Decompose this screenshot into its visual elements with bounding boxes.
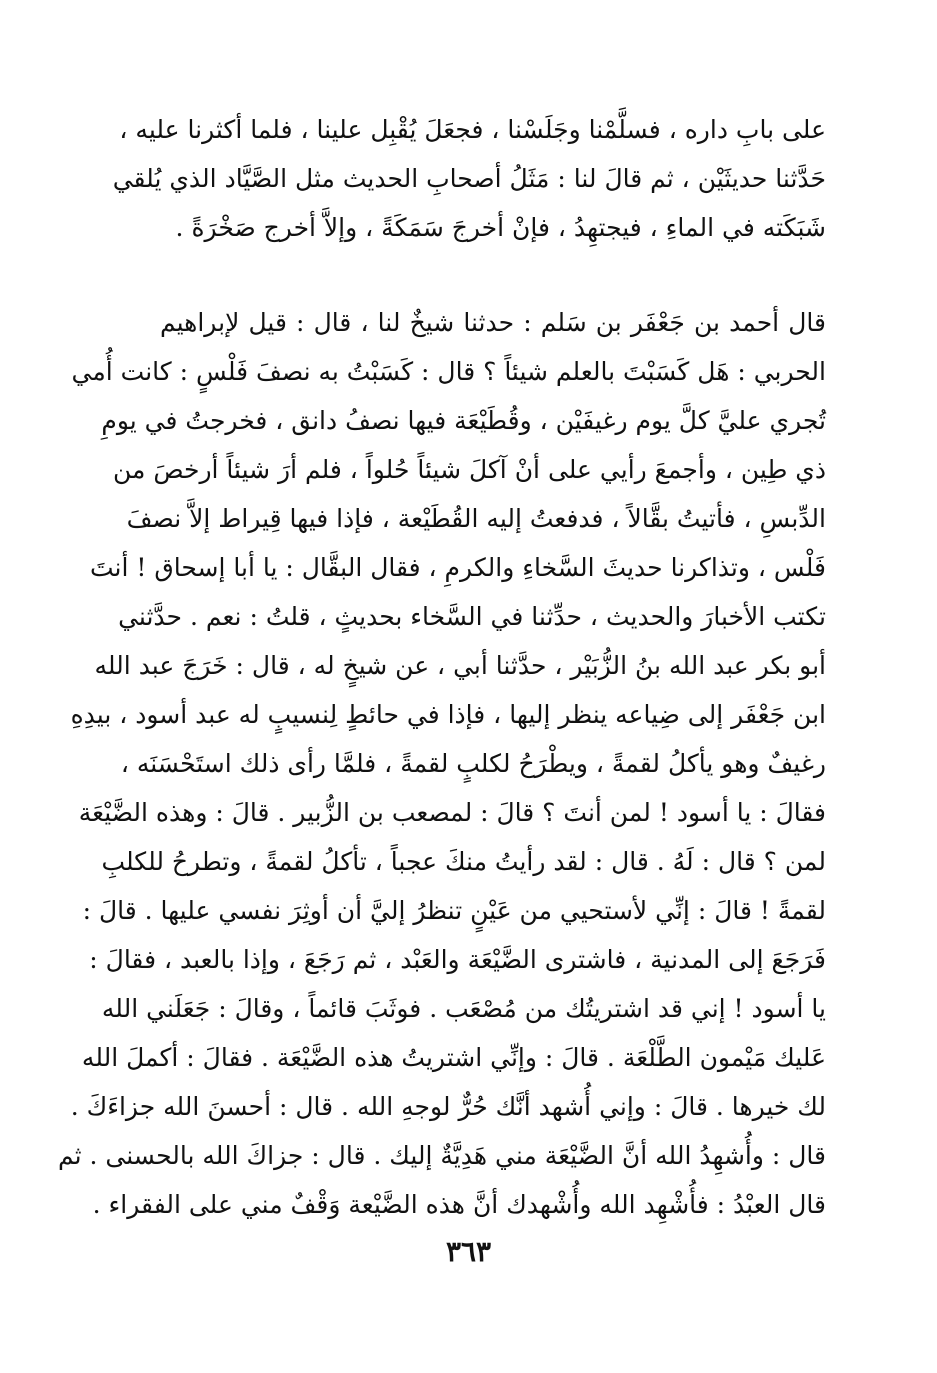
text-line: ابن جَعْفَر إلى ضِياعه ينظر إليها ، فإذا في حائطٍ لِنسيبٍ له عبد أسود ، بيدِهِ [70, 700, 826, 729]
text-line: على بابِ داره ، فسلَّمْنا وجَلَسْنا ، فجعَلَ يُقْبِل علينا ، فلما أكثرنا عليه ، [119, 115, 826, 144]
text-line: يا أسود ! إني قد اشتريتُك من مُصْعَب . فوثَبَ قائماً ، وقالَ : جَعَلَني الله [101, 994, 826, 1023]
text-line: فَرَجَعَ إلى المدنية ، فاشترى الضَّيْعَة والعَبْد ، ثم رَجَعَ ، وإذا بالعبد ، فقالَ : [89, 945, 826, 974]
text-line: قال : وأُشهِدُ الله أنَّ الضَّيْعَة مني هَدِيَّةٌ إليك . قال : جزاكَ الله بالحسنى . ثم [57, 1141, 826, 1170]
text-line: رغيفٌ وهو يأكلُ لقمةً ، ويطْرَحُ لكلبٍ لقمةً ، فلمَّا رأى ذلك استَحْسَنَه ، [120, 749, 826, 778]
text-line: تكتب الأخبارَ والحديث ، حدِّثنا في السَّخاء بحديثٍ ، قلتُ : نعم . حدَّثني [118, 602, 826, 631]
page-number: ٣٦٣ [445, 1235, 492, 1268]
text-line: حَدَّثنا حديثَيْن ، ثم قالَ لنا : مَثَلُ أصحابِ الحديث مثل الصَّيَّاد الذي يُلقي [112, 164, 826, 193]
text-line: شَبَكَته في الماءِ ، فيجتهِدُ ، فإنْ أخرجَ سَمَكَةً ، وإلاَّ أخرج صَخْرَةً . [175, 213, 826, 242]
paragraph-2 [57, 298, 826, 1229]
text-line: لقمةً ! قالَ : إنِّي لأستحيي من عَيْنٍ تنظرُ إليَّ أن أوثِرَ نفسي عليها . قالَ : [82, 896, 826, 925]
paragraph-1 [112, 105, 826, 252]
text-line: ذي طِين ، وأجمعَ رأيي على أنْ آكلَ شيئاً حُلواً ، فلم أرَ شيئاً أرخصَ من [113, 455, 826, 484]
text-line: لك خيرها . قالَ : وإني أُشهد أنَّك حُرٌّ لوجهِ الله . قال : أحسنَ الله جزاءَكَ . [70, 1092, 826, 1121]
text-line: لمن ؟ قال : لَهُ . قال : لقد رأيتُ منكَ عجباً ، تأكلُ لقمةً ، وتطرحُ للكلبِ [101, 847, 826, 876]
text-line: عَليك مَيْمون الطَّلْعَة . قالَ : وإنِّي اشتريتُ هذه الضَّيْعَة . فقالَ : أكملَ الله [81, 1043, 826, 1072]
text-line: أبو بكر عبد الله بنُ الزُّبَيْر ، حدَّثنا أبي ، عن شيخٍ له ، قال : خَرَجَ عبد الله [94, 651, 826, 680]
text-line: قال أحمد بن جَعْفَر بن سَلم : حدثنا شيخٌ لنا ، قال : قيل لإبراهيم [160, 308, 826, 337]
text-line: فقالَ : يا أسود ! لمن أنتَ ؟ قالَ : لمصعب بن الزُّبير . قالَ : وهذه الضَّيْعَة [78, 798, 826, 827]
text-line: تُجري عليَّ كلَّ يوم رغيفَيْن ، وقُطَيْعَة فيها نصفُ دانق ، فخرجتُ في يومِ [101, 406, 826, 435]
text-line: الحربي : هَل كَسَبْتَ بالعلم شيئاً ؟ قال : كَسَبْتُ به نصفَ فَلْسٍ : كانت أُمي [71, 357, 826, 386]
text-line: قال العبْدُ : فأُشْهِد الله وأُشْهدك أنَّ هذه الضَّيْعة وَقْفٌ مني على الفقراء . [92, 1190, 826, 1219]
text-line: الدِّبسِ ، فأتيتُ بقَّالاً ، فدفعتُ إليه القُطَيْعة ، فإذا فيها قِيراط إلاَّ نصفَ [126, 504, 826, 533]
text-line: فَلْس ، وتذاكرنا حديثَ السَّخاءِ والكرمِ ، فقال البقَّال : يا أبا إسحاق ! أنتَ [89, 553, 826, 582]
